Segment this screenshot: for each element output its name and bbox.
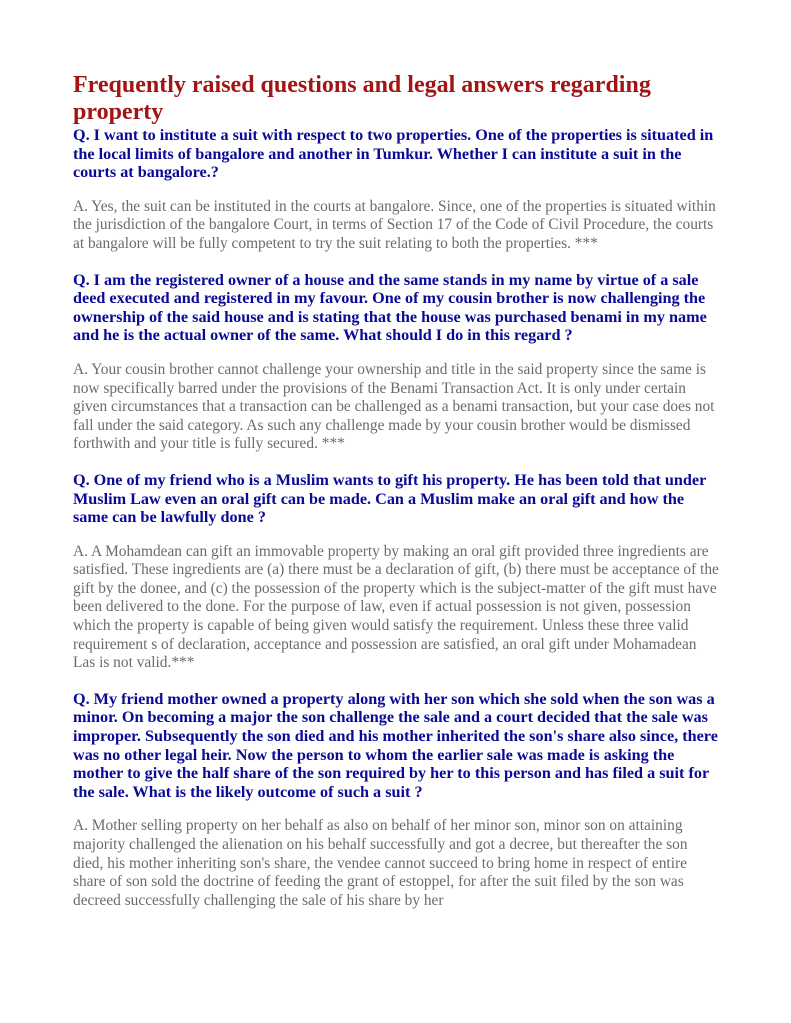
answer-text: A. Your cousin brother cannot challenge your ownership and title in the said property since the same is now specifically barred under the provisions of the Benami Transaction Act. It is only under certain given circumstances that a transaction can be challenged as a benami transaction, but your case does not fall under the said category. As such any challenge made by your cousin brother would be dismissed forthwith and your title is fully secured. *** [73,360,715,453]
answer-text: A. Yes, the suit can be instituted in the courts at bangalore. Since, one of the properties is situated within the jurisdiction of the bangalore Court, in terms of Section 17 of the Code of Civil Procedure, the courts at bangalore will be fully competent to try the suit relating to both the properties. *** [73,197,716,252]
answer-text: A. A Mohamdean can gift an immovable property by making an oral gift provided three ingredients are satisfied. These ingredients are (a) there must be a declaration of gift, (b) there must be acceptance of the gift by the donee, and (c) the possession of the property which is the subject-matter of the gift must have been delivered to the done. For the purpose of law, even if actual possession is not given, possession which the property is capable of being given would satisfy the requirement. Unless these three valid requirement s of declaration, acceptance and possession are satisfied, an oral gift under Mohamadean Las is not valid.*** [73,542,719,672]
question-text: Q. My friend mother owned a property along with her son which she sold when the son was a minor. On becoming a major the son challenge the sale and a court decided that the sale was improper. Subsequently the son died and his mother inherited the son's share also since, there was no other legal heir. Now the person to whom the earlier sale was made is asking the mother to give the half share of the son required by her to this person and has filed a suit for the sale. What is the likely outcome of such a suit ? [73,689,718,801]
answer-text: A. Mother selling property on her behalf as also on behalf of her minor son, minor son on attaining majority challenged the alienation on his behalf successfully and got a decree, but thereafter the son died, his mother inheriting son's share, the vendee cannot succeed to bring home in respect of entire share of son sold the doctrine of feeding the grant of estoppel, for after the suit filed by the son was decreed successfully challenging the sale of his share by her [73,817,688,909]
question-text: Q. I am the registered owner of a house and the same stands in my name by virtue of a sale deed executed and registered in my favour. One of my cousin brother is now challenging the ownership of the said house and is stating that the house was purchased benami in my name and he is the actual owner of the same. What should I do in this regard ? [73,270,707,345]
qa-item [73,471,721,673]
qa-item [73,690,721,911]
qa-item [73,271,721,454]
question-text: Q. One of my friend who is a Muslim wants to gift his property. He has been told that under Muslim Law even an oral gift can be made. Can a Muslim make an oral gift and how the same can be lawfully done ? [73,470,706,527]
document-page [73,72,721,927]
document-title: Frequently raised questions and legal answers regarding property [73,72,651,125]
question-text: Q. I want to institute a suit with respect to two properties. One of the properties is situated in the local limits of bangalore and another in Tumkur. Whether I can institute a suit in the courts at bangalore.? [73,126,714,182]
qa-item [73,126,721,254]
